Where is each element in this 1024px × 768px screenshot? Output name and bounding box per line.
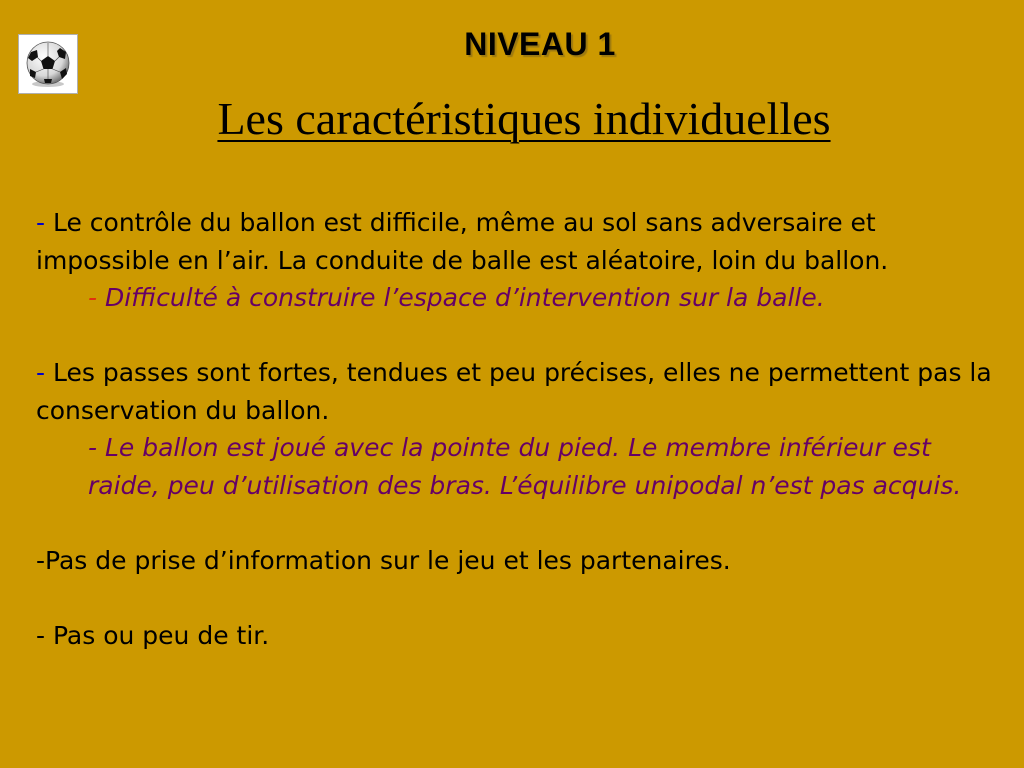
sub-bullet-dash: -	[88, 433, 98, 462]
sub-bullet-dash: -	[88, 283, 98, 312]
bullet-text: Les passes sont fortes, tendues et peu précises, elles ne permettent pas la conservation du ballon.	[36, 358, 992, 425]
spacer	[36, 504, 996, 542]
bullet-ball-control	[36, 204, 996, 279]
bullet-shooting: - Pas ou peu de tir.	[36, 620, 270, 650]
sub-bullet-technique	[36, 429, 996, 504]
bullet-dash: -	[36, 358, 46, 387]
sub-bullet-intervention-space	[36, 279, 996, 317]
spacer	[36, 317, 996, 355]
bullet-text: Le contrôle du ballon est difficile, même au sol sans adversaire et impossible en l’air. La conduite de balle est aléatoire, loin du ballon.	[36, 208, 889, 275]
slide-body	[36, 204, 996, 654]
sub-bullet-text: Difficulté à construire l’espace d’intervention sur la balle.	[97, 283, 825, 312]
slide-title: Les caractéristiques individuelles	[217, 93, 831, 144]
level-heading: NIVEAU 1	[464, 26, 616, 62]
sub-bullet-text: Le ballon est joué avec la pointe du pied. Le membre inférieur est raide, peu d’utilisation des bras. L’équilibre unipodal n’est pas acquis.	[88, 433, 962, 500]
spacer	[36, 579, 996, 617]
bullet-information: -Pas de prise d’information sur le jeu et les partenaires.	[36, 545, 731, 575]
bullet-dash: -	[36, 208, 46, 237]
bullet-passes	[36, 354, 996, 429]
